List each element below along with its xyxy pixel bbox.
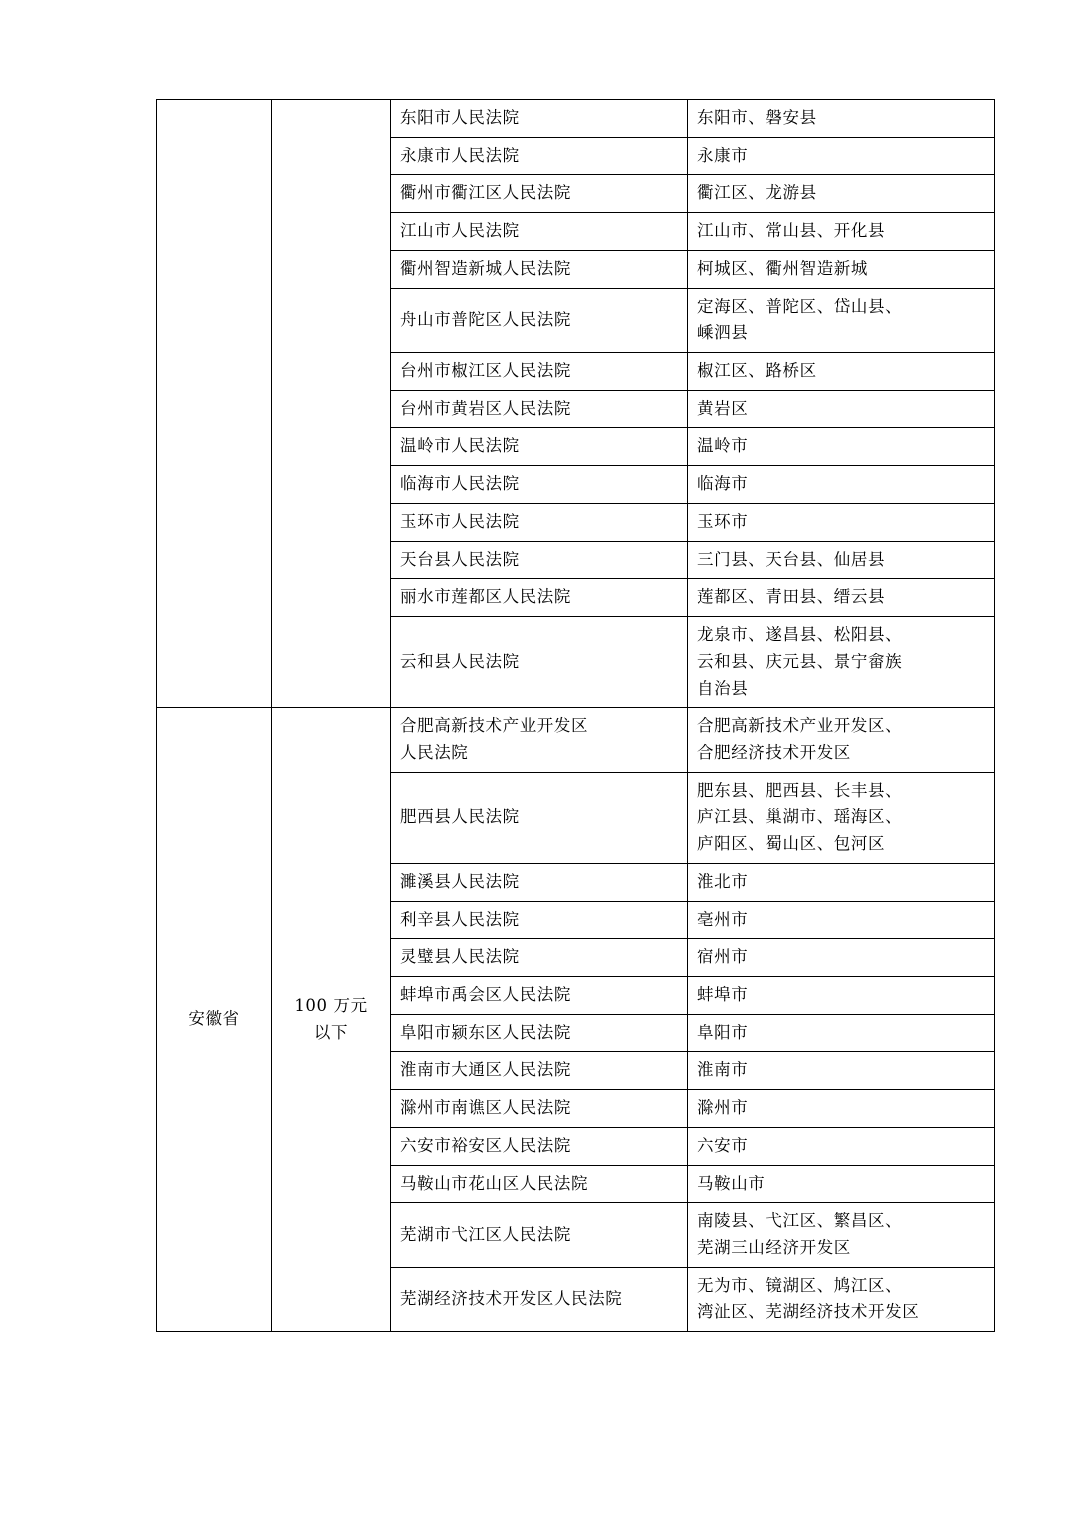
area-cell bbox=[688, 1165, 995, 1203]
court-line: 人民法院 bbox=[400, 742, 469, 762]
area-cell bbox=[688, 1127, 995, 1165]
court-cell bbox=[391, 353, 688, 391]
area-line: 莲都区、青田县、缙云县 bbox=[697, 587, 886, 607]
area-cell bbox=[688, 1014, 995, 1052]
area-cell bbox=[688, 541, 995, 579]
court-line: 天台县人民法院 bbox=[400, 549, 520, 569]
area-cell bbox=[688, 901, 995, 939]
court-cell bbox=[391, 137, 688, 175]
area-line: 庐江县、巢湖市、瑶海区、 bbox=[697, 807, 903, 827]
area-line: 永康市 bbox=[697, 145, 749, 165]
court-line: 濉溪县人民法院 bbox=[400, 871, 520, 891]
court-line: 芜湖经济技术开发区人民法院 bbox=[400, 1289, 623, 1309]
area-line: 定海区、普陀区、岱山县、 bbox=[697, 296, 903, 316]
area-line: 无为市、镜湖区、鸠江区、 bbox=[697, 1275, 903, 1295]
area-line: 自治县 bbox=[697, 678, 749, 698]
area-line: 庐阳区、蜀山区、包河区 bbox=[697, 834, 886, 854]
court-cell bbox=[391, 250, 688, 288]
area-line: 三门县、天台县、仙居县 bbox=[697, 549, 886, 569]
area-line: 临海市 bbox=[697, 474, 749, 494]
area-cell bbox=[688, 428, 995, 466]
court-cell bbox=[391, 772, 688, 863]
area-line: 龙泉市、遂昌县、松阳县、 bbox=[697, 625, 903, 645]
area-line: 肥东县、肥西县、长丰县、 bbox=[697, 780, 903, 800]
area-line: 柯城区、衢州智造新城 bbox=[697, 258, 868, 278]
area-line: 温岭市 bbox=[697, 436, 749, 456]
court-cell bbox=[391, 288, 688, 352]
area-cell bbox=[688, 939, 995, 977]
court-cell bbox=[391, 1014, 688, 1052]
jurisdiction-table bbox=[156, 99, 995, 1332]
court-cell bbox=[391, 1203, 688, 1267]
area-cell bbox=[688, 390, 995, 428]
court-line: 蚌埠市禹会区人民法院 bbox=[400, 984, 571, 1004]
area-line: 淮南市 bbox=[697, 1060, 749, 1080]
court-cell bbox=[391, 390, 688, 428]
amount-cell bbox=[272, 708, 391, 1332]
court-line: 永康市人民法院 bbox=[400, 145, 520, 165]
area-cell bbox=[688, 213, 995, 251]
court-cell bbox=[391, 466, 688, 504]
table-row bbox=[157, 708, 995, 772]
court-cell bbox=[391, 1165, 688, 1203]
area-cell bbox=[688, 100, 995, 138]
court-line: 肥西县人民法院 bbox=[400, 807, 520, 827]
province-cell bbox=[157, 100, 272, 708]
court-cell bbox=[391, 100, 688, 138]
area-cell bbox=[688, 466, 995, 504]
court-cell bbox=[391, 213, 688, 251]
area-line: 江山市、常山县、开化县 bbox=[697, 221, 886, 241]
table-row bbox=[157, 100, 995, 138]
area-line: 阜阳市 bbox=[697, 1022, 749, 1042]
court-line: 芜湖市弋江区人民法院 bbox=[400, 1224, 571, 1244]
area-line: 湾沚区、芜湖经济技术开发区 bbox=[697, 1302, 920, 1322]
area-line: 蚌埠市 bbox=[697, 984, 749, 1004]
area-cell bbox=[688, 1090, 995, 1128]
area-cell bbox=[688, 617, 995, 708]
area-line: 椒江区、路桥区 bbox=[697, 361, 817, 381]
court-line: 马鞍山市花山区人民法院 bbox=[400, 1173, 589, 1193]
court-line: 合肥高新技术产业开发区 bbox=[400, 716, 589, 736]
area-cell bbox=[688, 1052, 995, 1090]
area-line: 东阳市、磐安县 bbox=[697, 108, 817, 127]
amount-cell bbox=[272, 100, 391, 708]
court-line: 台州市椒江区人民法院 bbox=[400, 361, 571, 381]
area-cell bbox=[688, 503, 995, 541]
province-cell: 安徽省 bbox=[157, 708, 272, 1332]
area-cell bbox=[688, 863, 995, 901]
area-cell bbox=[688, 772, 995, 863]
area-line: 六安市 bbox=[697, 1135, 749, 1155]
court-cell bbox=[391, 863, 688, 901]
table-body bbox=[157, 100, 995, 1332]
area-line: 黄岩区 bbox=[697, 398, 749, 418]
area-line: 合肥经济技术开发区 bbox=[697, 742, 851, 762]
court-cell bbox=[391, 1090, 688, 1128]
area-line: 淮北市 bbox=[697, 871, 749, 891]
court-cell bbox=[391, 901, 688, 939]
court-line: 利辛县人民法院 bbox=[400, 909, 520, 929]
court-cell bbox=[391, 175, 688, 213]
court-cell bbox=[391, 1127, 688, 1165]
court-line: 江山市人民法院 bbox=[400, 221, 520, 241]
area-line: 南陵县、弋江区、繁昌区、 bbox=[697, 1211, 903, 1231]
court-cell bbox=[391, 428, 688, 466]
court-cell bbox=[391, 541, 688, 579]
area-cell bbox=[688, 1203, 995, 1267]
area-line: 云和县、庆元县、景宁畲族 bbox=[697, 651, 903, 671]
court-line: 东阳市人民法院 bbox=[400, 108, 520, 127]
court-cell bbox=[391, 976, 688, 1014]
court-line: 临海市人民法院 bbox=[400, 474, 520, 494]
court-line: 滁州市南谯区人民法院 bbox=[400, 1098, 571, 1118]
court-cell bbox=[391, 579, 688, 617]
court-line: 丽水市莲都区人民法院 bbox=[400, 587, 571, 607]
area-line: 滁州市 bbox=[697, 1098, 749, 1118]
area-line: 马鞍山市 bbox=[697, 1173, 766, 1193]
court-line: 衢州智造新城人民法院 bbox=[400, 258, 571, 278]
court-line: 衢州市衢江区人民法院 bbox=[400, 183, 571, 203]
court-cell bbox=[391, 939, 688, 977]
court-cell bbox=[391, 1052, 688, 1090]
court-line: 灵璧县人民法院 bbox=[400, 947, 520, 967]
area-line: 芜湖三山经济开发区 bbox=[697, 1238, 851, 1257]
area-cell bbox=[688, 137, 995, 175]
area-cell bbox=[688, 708, 995, 772]
court-line: 云和县人民法院 bbox=[400, 651, 520, 671]
court-cell bbox=[391, 617, 688, 708]
court-cell bbox=[391, 708, 688, 772]
area-cell bbox=[688, 1267, 995, 1331]
area-cell bbox=[688, 175, 995, 213]
court-line: 舟山市普陀区人民法院 bbox=[400, 309, 571, 329]
area-line: 合肥高新技术产业开发区、 bbox=[697, 716, 903, 736]
court-cell bbox=[391, 1267, 688, 1331]
area-cell bbox=[688, 579, 995, 617]
area-line: 玉环市 bbox=[697, 511, 749, 531]
amount-line: 以下 bbox=[313, 1022, 349, 1042]
area-cell bbox=[688, 353, 995, 391]
area-line: 嵊泗县 bbox=[697, 323, 749, 343]
area-cell bbox=[688, 250, 995, 288]
court-line: 温岭市人民法院 bbox=[400, 436, 520, 456]
area-cell bbox=[688, 288, 995, 352]
area-line: 衢江区、龙游县 bbox=[697, 183, 817, 203]
court-line: 淮南市大通区人民法院 bbox=[400, 1060, 571, 1080]
amount-line: 100 万元 bbox=[294, 995, 368, 1015]
court-line: 玉环市人民法院 bbox=[400, 511, 520, 531]
area-line: 亳州市 bbox=[697, 909, 749, 929]
area-line: 宿州市 bbox=[697, 947, 749, 967]
court-line: 六安市裕安区人民法院 bbox=[400, 1135, 571, 1155]
area-cell bbox=[688, 976, 995, 1014]
court-cell bbox=[391, 503, 688, 541]
court-line: 台州市黄岩区人民法院 bbox=[400, 398, 571, 418]
court-line: 阜阳市颍东区人民法院 bbox=[400, 1022, 571, 1042]
